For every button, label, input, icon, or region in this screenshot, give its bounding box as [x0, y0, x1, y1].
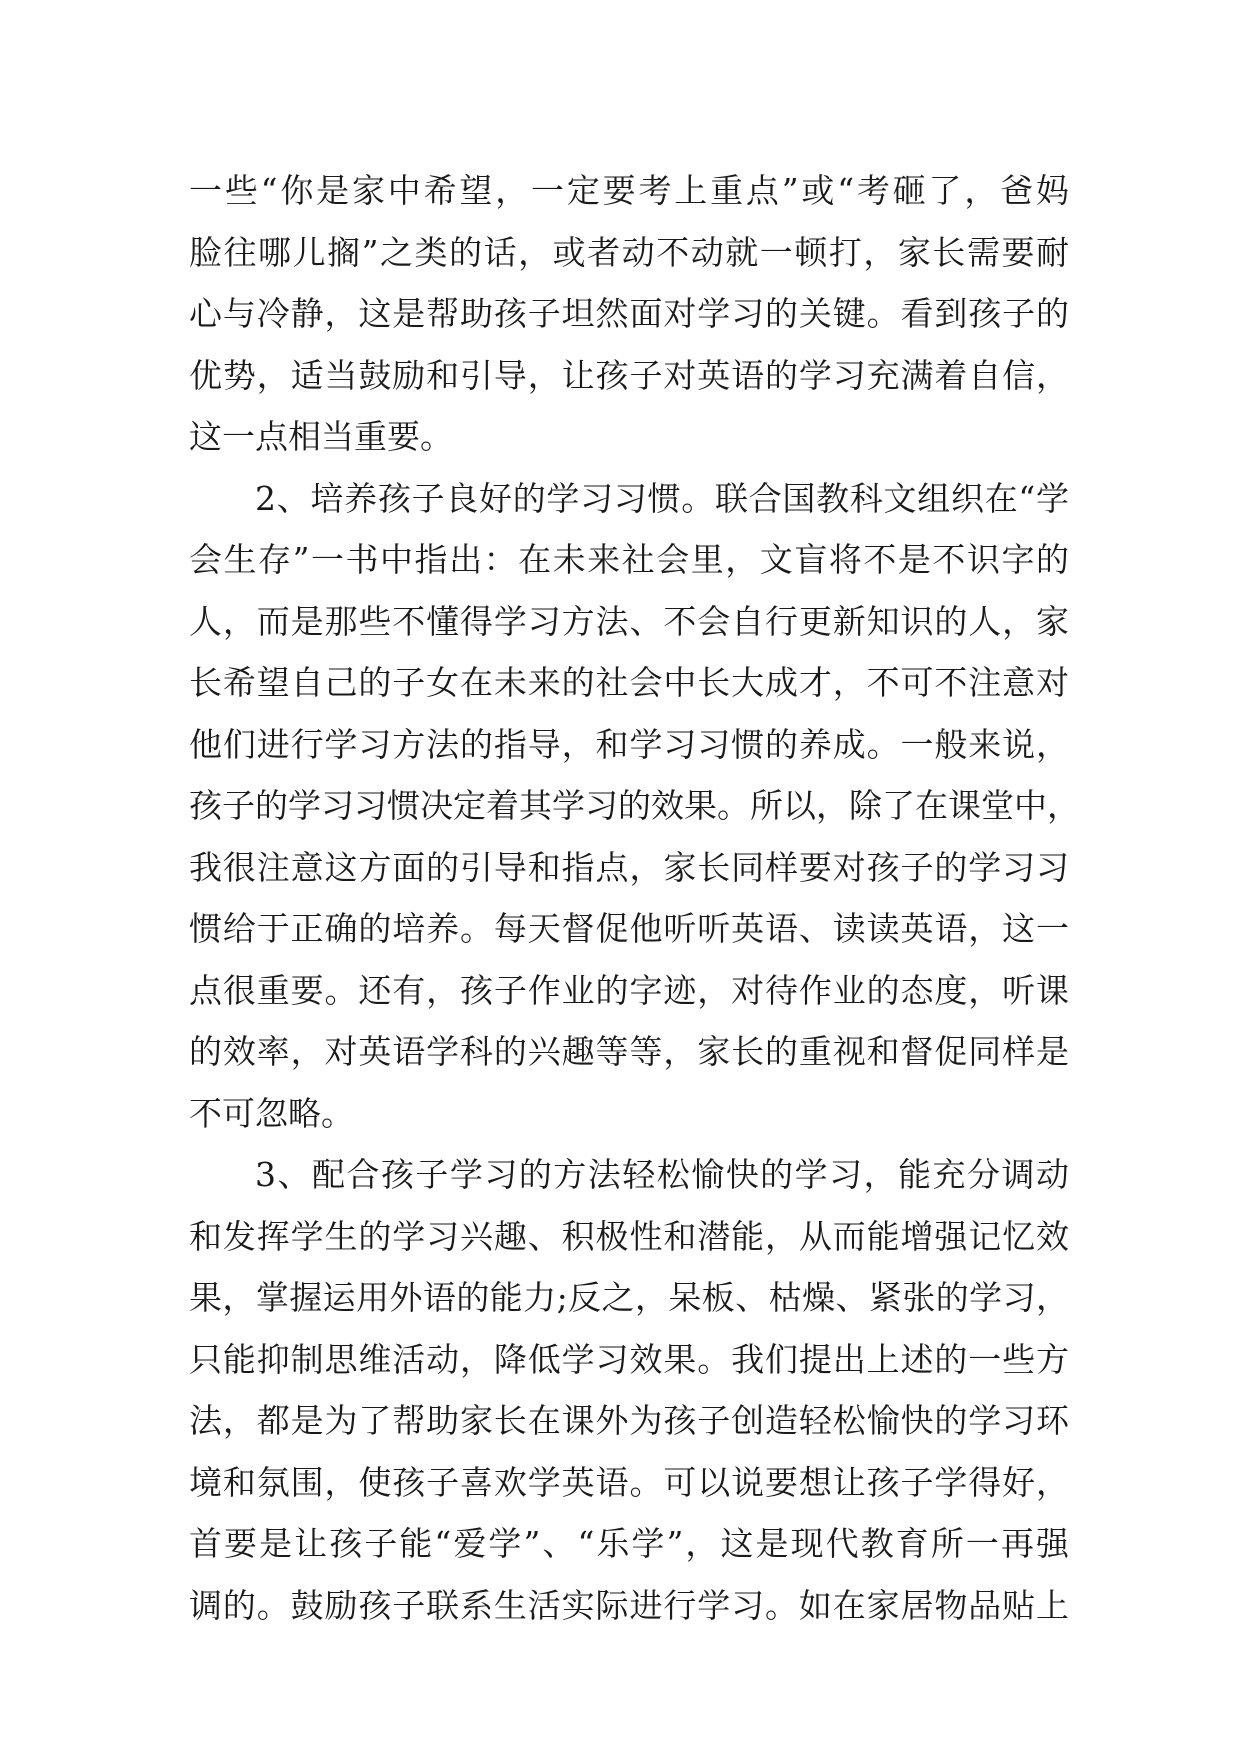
paragraph-3 — [189, 1144, 1069, 1636]
text-line: 人，而是那些不懂得学习方法、不会自行更新知识的人，家 — [189, 601, 1069, 641]
document-body — [189, 160, 1080, 1636]
text-line: 和发挥学生的学习兴趣、积极性和潜能，从而能增强记忆效 — [189, 1216, 1069, 1256]
text-line: 这一点相当重要。 — [189, 417, 453, 456]
text-line: 长希望自己的子女在未来的社会中长大成才，不可不注意对 — [189, 663, 1069, 702]
text-line: 点很重要。还有，孩子作业的字迹，对待作业的态度，听课 — [189, 970, 1069, 1010]
text-line: 果，掌握运用外语的能力;反之，呆板、枯燥、紧张的学习， — [189, 1278, 1069, 1317]
text-line: 优势，适当鼓励和引导，让孩子对英语的学习充满着自信， — [189, 355, 1069, 395]
text-line: 首要是让孩子能“爱学”、“乐学”，这是现代教育所一再强 — [189, 1524, 1069, 1563]
text-line: 的效率，对英语学科的兴趣等等，家长的重视和督促同样是 — [189, 1032, 1069, 1071]
text-line: 脸往哪儿搁”之类的话，或者动不动就一顿打，家长需要耐 — [189, 232, 1069, 272]
text-line: 境和氛围，使孩子喜欢学英语。可以说要想让孩子学得好， — [189, 1462, 1069, 1502]
text-line: 孩子的学习习惯决定着其学习的效果。所以，除了在课堂中， — [189, 786, 1080, 825]
text-line: 法，都是为了帮助家长在课外为孩子创造轻松愉快的学习环 — [189, 1401, 1069, 1440]
text-line: 我很注意这方面的引导和指点，家长同样要对孩子的学习习 — [189, 847, 1069, 887]
text-line: 2、培养孩子良好的学习习惯。联合国教科文组织在“学 — [255, 478, 1069, 518]
paragraph-2 — [189, 468, 1080, 1145]
text-line: 3、配合孩子学习的方法轻松愉快的学习，能充分调动 — [255, 1155, 1069, 1194]
text-line: 一些“你是家中希望，一定要考上重点”或“考砸了，爸妈 — [189, 171, 1069, 210]
text-line: 惯给于正确的培养。每天督促他听听英语、读读英语，这一 — [189, 909, 1069, 948]
paragraph-1 — [189, 160, 1069, 468]
text-line: 只能抑制思维活动，降低学习效果。我们提出上述的一些方 — [189, 1339, 1069, 1379]
text-line: 调的。鼓励孩子联系生活实际进行学习。如在家居物品贴上 — [189, 1585, 1069, 1625]
text-line: 他们进行学习方法的指导，和学习习惯的养成。一般来说， — [189, 724, 1069, 764]
text-line: 会生存”一书中指出：在未来社会里，文盲将不是不识字的 — [189, 540, 1069, 579]
text-line: 不可忽略。 — [189, 1093, 354, 1133]
text-line: 心与冷静，这是帮助孩子坦然面对学习的关键。看到孩子的 — [189, 294, 1069, 333]
